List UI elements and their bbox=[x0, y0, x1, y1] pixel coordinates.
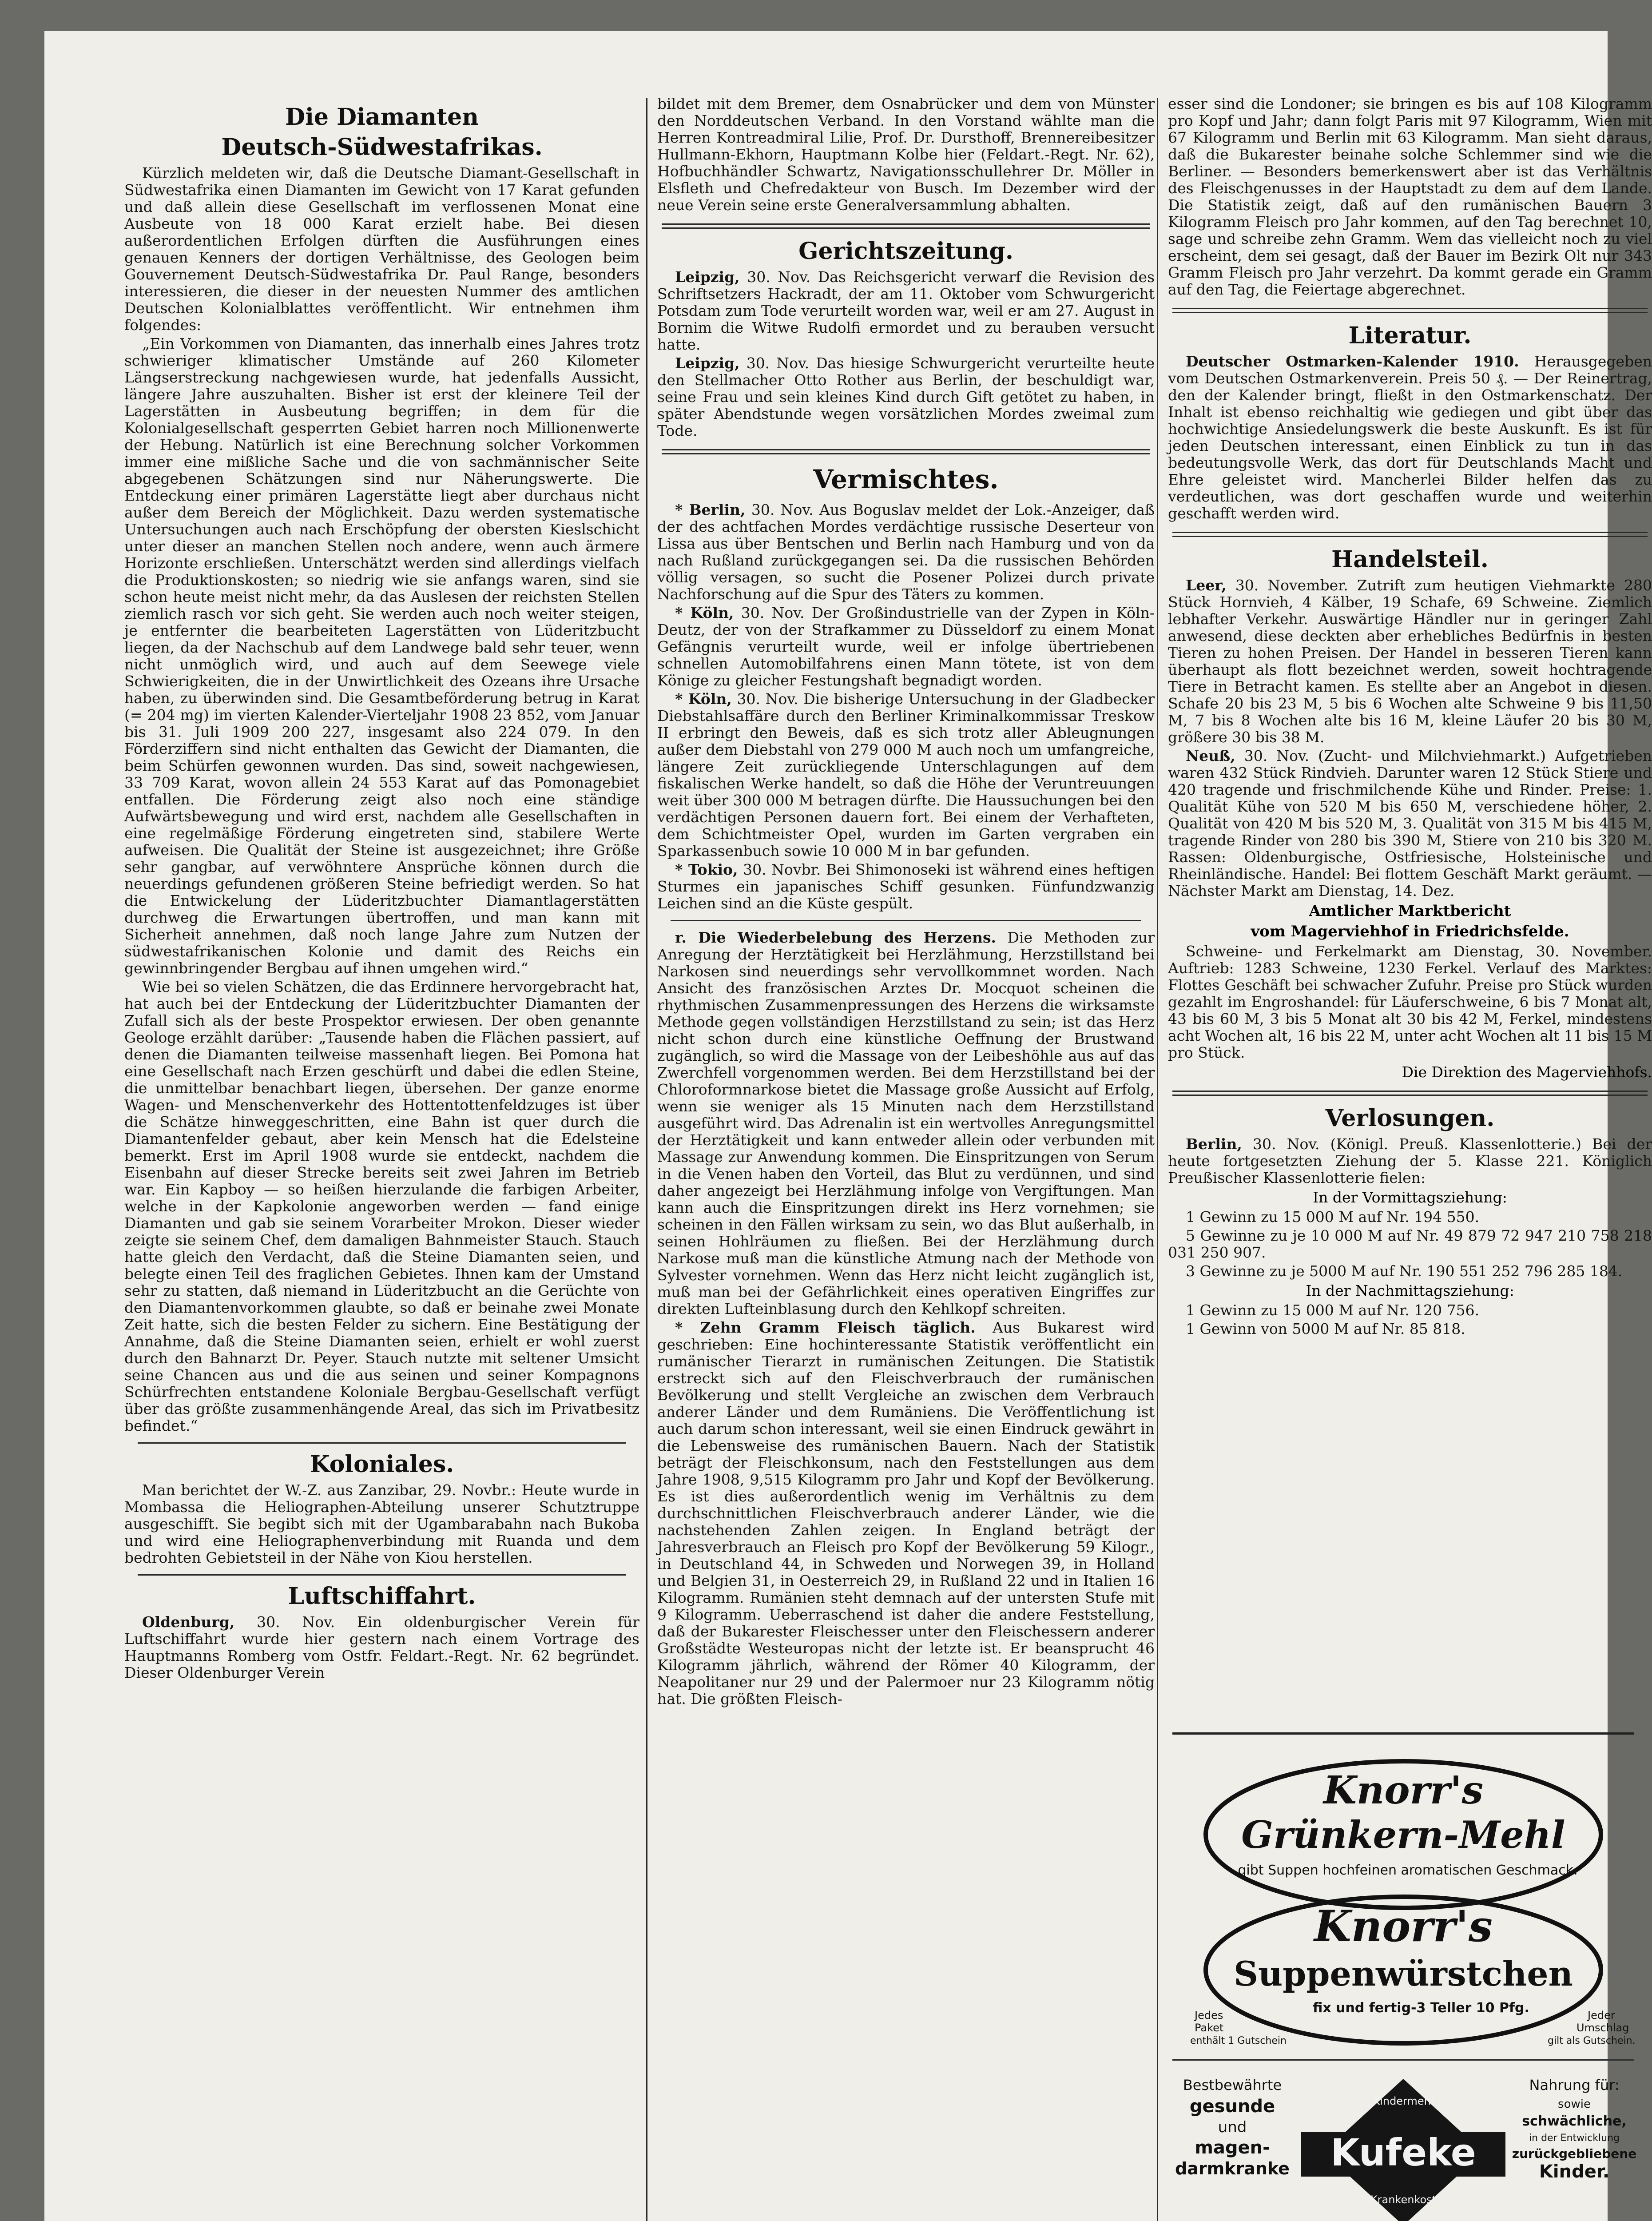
kufeke-right-2: sowie bbox=[1558, 2098, 1591, 2111]
signature: Die Direktion des Magerviehhofs. bbox=[1402, 1063, 1652, 1081]
dateline: Neuß, bbox=[1186, 747, 1235, 764]
dateline: Leipzig, bbox=[675, 268, 740, 286]
dateline: Leer, bbox=[1186, 577, 1227, 594]
column-rule bbox=[1157, 98, 1158, 2221]
dateline: Oldenburg, bbox=[142, 1613, 235, 1631]
kufeke-left-3: und bbox=[1218, 2118, 1247, 2136]
newspaper-page bbox=[44, 31, 1652, 2221]
kufeke-left-1: Bestbewährte bbox=[1183, 2077, 1282, 2094]
article-paragraph bbox=[657, 1319, 1155, 1708]
section-divider bbox=[671, 920, 1141, 921]
article-text: Aus Bukarest wird geschrieben: Eine hochinteressante Statistik veröffentlicht ein rumänischer Tierarzt in rumänischen Zeitungen. Die Statistik erstreckt sich auf den Fleischverbrauch der rumänischen Bevölkerung und stellt Vergleiche an zwischen dem Verbrauch anderer Länder und dem Rumäniens. Die Veröffentlichung ist auch darum schon interessant, weil sie einen Eindruck gewährt in die Lebensweise des rumänischen Bauern. Nach der Statistik beträgt der Fleischkonsum, nach den Feststellungen aus dem Jahre 1908, 9,515 Kilogramm pro Jahr und Kopf der Bevölkerung. Es ist dies außerordentlich wenig im Verhältnis zu dem durchschnittlichen Fleischverbrauch anderer Länder, wie die nachstehenden Zahlen zeigen. In England beträgt der Jahresverbrauch an Fleisch pro Kopf der Bevölkerung 59 Kilogr., in Deutschland 44, in Schweden und Norwegen 39, in Holland und Belgien 31, in Oesterreich 29, in Rußland 22 und in Italien 16 Kilogramm. Rumänien steht demnach auf der untersten Stufe mit 9 Kilogramm. Ueberraschend ist daher die andere Feststellung, daß der Bukarester Fleischesser unter den Fleischessern anderer Großstädte Westeuropas nicht der letzte ist. Er beansprucht 46 Kilogramm jährlich, während der Römer 40 Kilogramm, der Neapolitaner nur 29 und der Palermoer nur 23 Kilogramm nötig hat. Die größten Fleisch- bbox=[657, 1319, 1155, 1708]
knorr-note-right-1: Jeder bbox=[1588, 2009, 1615, 2022]
dateline: Leipzig, bbox=[675, 354, 740, 372]
knorr-note-right-2: Umschlag bbox=[1577, 2022, 1629, 2034]
headline-diamanten-2: Deutsch-Südwestafrikas. bbox=[221, 134, 543, 161]
headline-vermischtes: Vermischtes. bbox=[813, 464, 999, 494]
column-2 bbox=[657, 96, 1155, 2221]
section-divider bbox=[138, 1442, 626, 1444]
kufeke-right-6: Kinder. bbox=[1539, 2161, 1610, 2182]
knorr-product-2: Suppenwürstchen bbox=[1234, 1954, 1573, 1994]
kufeke-right-5: zurückgebliebene bbox=[1512, 2146, 1637, 2161]
article-title: r. Die Wiederbelebung des Herzens. bbox=[675, 929, 997, 946]
knorr-note-left-3: enthält 1 Gutschein bbox=[1190, 2035, 1287, 2046]
kufeke-left-5: darmkranke bbox=[1175, 2159, 1290, 2178]
article-paragraph bbox=[1168, 748, 1652, 900]
dateline: * Tokio, bbox=[675, 861, 738, 878]
article-paragraph bbox=[1168, 1136, 1652, 1186]
kufeke-top-label: Kindermehl bbox=[1373, 2095, 1434, 2107]
column-1 bbox=[124, 96, 639, 2221]
knorr-slogan-1: gibt Suppen hochfeinen aromatischen Geschmack. bbox=[1238, 1863, 1578, 1878]
column-3 bbox=[1168, 96, 1652, 1730]
lottery-subheading: In der Nachmittagsziehung: bbox=[1306, 1282, 1514, 1299]
knorr-brand-1: Knorr's bbox=[1323, 1768, 1483, 1813]
article-text: 30. Nov. Das hiesige Schwurgericht verurteilte heute den Stellmacher Otto Rother aus Berlin, der beschuldigt war, seine Frau und sein kleines Kind durch Gift getötet zu haben, in später Abendstunde wegen vorsätzlichen Mordes zweimal zum Tode. bbox=[657, 354, 1155, 439]
headline-literatur: Literatur. bbox=[1348, 322, 1472, 349]
article-text: 30. Nov. Das Reichsgericht verwarf die Revision des Schriftsetzers Hackradt, der am 11. Oktober vom Schwurgericht Potsdam zum Tode verurteilt worden war, weil er am 27. August in Bornim die Witwe Rudolfi ermordet und zu berauben versucht hatte. bbox=[657, 268, 1155, 353]
article-paragraph: Schweine- und Ferkelmarkt am Dienstag, 30. November. Auftrieb: 1283 Schweine, 1230 Ferkel. Verlauf des Marktes: Flottes Geschäft bei schwacher Zufuhr. Preise pro Stück wurden gezahlt im Engroshandel: für Läuferschweine, 6 bis 7 Monat alt, 43 bis 60 M, 3 bis 5 Monat alt 30 bis 42 M, Ferkel, mindestens acht Wochen alt, 16 bis 22 M, unter acht Wochen alt 11 bis 15 M pro Stück. bbox=[1168, 943, 1652, 1061]
article-paragraph bbox=[657, 691, 1155, 860]
section-divider bbox=[1172, 308, 1648, 313]
article-paragraph bbox=[1168, 577, 1652, 746]
knorr-note-right-3: gilt als Gutschein. bbox=[1548, 2035, 1636, 2046]
knorr-slogan-2: fix und fertig-3 Teller 10 Pfg. bbox=[1313, 2000, 1529, 2016]
article-paragraph: „Ein Vorkommen von Diamanten, das innerhalb eines Jahres trotz schwieriger klimatischer Umstände auf 260 Kilometer Längserstreckung nachgewiesen wurde, hat jedenfalls Aussicht, längere Jahre auszuhalten. Bisher ist erst der kleinere Teil der Lagerstätten in Ausbeutung begriffen; in dem für die Kolonialgesellschaft gesperrten Gebiet harren noch Millionenwerte der Hebung. Natürlich ist eine Berechnung solcher Vorkommen immer eine mißliche Sache und die von sachmännischer Seite abgegebenen Schätzungen sind nur Näherungswerte. Die Entdeckung einer primären Lagerstätte liegt aber durchaus nicht außer dem Bereich der Möglichkeit. Dazu werden systematische Untersuchungen auch nach Erschöpfung der obersten Kieslschicht unter dieser an manchen Stellen noch andere, wenn auch ärmere Horizonte erschließen. Unterschätzt werden sind allerdings vielfach die Produktionskosten; so niedrig wie sie anfangs waren, sind sie schon heute meist nicht mehr, da das Auslesen der reichsten Stellen ziemlich rasch vor sich geht. Sie werden auch noch weiter steigen, je entfernter die bearbeiteten Lagerstätten von Lüderitzbucht liegen, da der Nachschub auf dem Landwege bald sehr teuer, wenn nicht unmöglich wird, und auch auf dem Seewege viele Schwierigkeiten, die in der Unwirtlichkeit des Ozeans ihre Ursache haben, zu überwinden sind. Die Gesamtbeförderung betrug in Karat (= 204 mg) im vierten Kalender-Vierteljahr 1908 23 852, vom Januar bis 31. Juli 1909 200 227, insgesamt also 224 079. In den Förderziffern sind nicht enthalten das Gewicht der Diamanten, die beim Schürfen gewonnen wurden. Das sind, soweit nachgewiesen, 33 709 Karat, wovon allein 24 553 Karat auf das Pomonagebiet entfallen. Die Förderung zeigt also noch eine ständige Aufwärtsbewegung und wird erst, nachdem alle Gesellschaften in eine regelmäßige Förderung eingetreten sind, stabilere Werte aufweisen. Die Qualität der Steine ist ausgezeichnet; ihre Größe sehr gangbar, auf verwöhntere Ansprüche können durch die neuerdings gefundenen größeren Steine befriedigt werden. So hat die Entwickelung der Lüderitzbuchter Diamantlagerstätten durchweg die Erwartungen übertroffen, und man kann mit Sicherheit annehmen, daß noch lange Jahre zum Nutzen der südwestafrikanischen Kolonie und damit des Reichs ein gewinnbringender Bergbau auf ihnen umgehen wird.“ bbox=[124, 335, 639, 977]
section-divider bbox=[1172, 1091, 1648, 1096]
article-paragraph: Man berichtet der W.-Z. aus Zanzibar, 29. Novbr.: Heute wurde in Mombassa die Heliographen-Abteilung unserer Schutztruppe ausgeschifft. Sie begibt sich mit der Ugambarabahn nach Bukoba und wird eine Heliographenverbindung mit Ruanda und dem bedrohten Gebietsteil in der Nähe von Kiou herstellen. bbox=[124, 1481, 639, 1566]
article-text: Die Methoden zur Anregung der Herztätigkeit bei Herzlähmung, Herzstillstand bei Narkosen sind neuerdings sehr vervollkommnet worden. Nach Ansicht des französischen Arztes Dr. Mocquot scheinen die rhythmischen Zusammenpressungen des Herzens die wirksamste Methode gegen vollständigen Herzstillstand zu sein; ist das Herz nicht schon durch eine künstliche Oeffnung der Brustwand zugänglich, so wird die Massage von der Leibeshöhle aus auf das Zwerchfell vorgenommen werden. Bei dem Herzstillstand bei der Chloroformnarkose bietet die Massage große Aussicht auf Erfolg, wenn sie weniger als 15 Minuten nach dem Herzstillstand ausgeführt wird. Das Adrenalin ist ein wertvolles Anregungsmittel der Herztätigkeit und kann entweder allein oder verbunden mit Massage zur Anwendung kommen. Die Einspritzungen von Serum in die Venen haben den Vorteil, das Blut zu verdünnen, und sind daher angezeigt bei Herzlähmung infolge von Vergiftungen. Man kann auch die Einspritzungen direkt ins Herz vornehmen; sie scheinen in den Fällen wirksam zu sein, wo das Blut außerhalb, in seinen Hohlräumen zu fließen. Bei der Herzlähmung durch Narkose muß man die künstliche Atmung nach der Methode von Sylvester vornehmen. Wenn das Herz nicht leicht zugänglich ist, muß man bei der Gefährlichkeit eines operativen Eingriffes zur direkten Lufteinblasung durch den Kehlkopf schreiten. bbox=[657, 929, 1155, 1317]
headline-verlosungen: Verlosungen. bbox=[1325, 1105, 1495, 1132]
kufeke-brand: Kufeke bbox=[1330, 2131, 1476, 2174]
kufeke-left-4: magen- bbox=[1195, 2137, 1270, 2158]
article-text: 30. Nov. Ein oldenburgischer Verein für Luftschiffahrt wurde hier gestern nach einem Vortrage des Hauptmanns Romberg vom Ostfr. Feldart.-Regt. Nr. 62 begründet. Dieser Oldenburger Verein bbox=[124, 1613, 639, 1681]
market-report-title: Amtlicher Marktbericht bbox=[1309, 902, 1511, 920]
knorr-product-1: Grünkern-Mehl bbox=[1241, 1813, 1565, 1857]
knorr-brand-2: Knorr's bbox=[1314, 1901, 1493, 1951]
dateline: * Berlin, bbox=[675, 501, 746, 518]
advertisement-area bbox=[1172, 1732, 1637, 2221]
kufeke-left-2: gesunde bbox=[1189, 2096, 1275, 2117]
section-divider bbox=[662, 449, 1150, 454]
article-paragraph bbox=[657, 269, 1155, 353]
headline-handelsteil: Handelsteil. bbox=[1331, 546, 1489, 573]
article-paragraph bbox=[657, 861, 1155, 912]
kufeke-right-4: in der Entwicklung bbox=[1529, 2133, 1620, 2144]
section-divider bbox=[662, 223, 1150, 229]
article-paragraph bbox=[1168, 353, 1652, 522]
article-text: 30. November. Zutrift zum heutigen Viehmarkte 280 Stück Hornvieh, 4 Kälber, 19 Schafe, 69 Schweine. Ziemlich lebhafter Verkehr. Auswärtige Händler nur in geringer Zahl anwesend, diese deckten aber erhebliches Bedürfnis in besten Tieren zu hohen Preisen. Der Handel in besseren Tieren kann überhaupt als flott bezeichnet werden, soweit hochtragende Tiere in Betracht kamen. Es stellte aber an Angebot in diesen. Schafe 20 bis 23 M, 5 bis 6 Wochen alte Schweine 9 bis 11,50 M, 7 bis 8 Wochen alte bis 16 M, kleine Läufer 20 bis 30 M, größere 30 bis 38 M. bbox=[1168, 577, 1652, 746]
dateline: Berlin, bbox=[1186, 1135, 1242, 1153]
article-paragraph bbox=[657, 929, 1155, 1317]
advertisement-graphics bbox=[1172, 1732, 1637, 2221]
kufeke-bottom-label: Krankenkost bbox=[1370, 2193, 1437, 2206]
article-paragraph: Wie bei so vielen Schätzen, die das Erdinnere hervorgebracht hat, hat auch bei der Entdeckung der Lüderitzbuchter Diamanten der Zufall sich als der beste Prospektor erwiesen. Der oben genannte Geologe erzählt darüber: „Tausende haben die Flächen passiert, auf denen die Diamanten teilweise massenhaft liegen. Bei Pomona hat eine Gesellschaft nach Erzen geschürft und dabei die edlen Steine, die unmittelbar benachbart liegen, übersehen. Der ganze enorme Wagen- und Menschenverkehr des Hottentottenfeldzuges ist über die Schätze hinweggeschritten, eine Bahn ist quer durch die Diamantenfelder gebaut, aber kein Mensch hat die Edelsteine bemerkt. Erst im April 1908 wurde sie entdeckt, nachdem die Eisenbahn auf dieser Strecke bereits seit zwei Jahren im Betrieb war. Ein Kapboy — so heißen hierzulande die farbigen Arbeiter, welche in der Kapkolonie angeworben werden — fand einige Diamanten und gab sie seinem Vorarbeiter Mrokon. Dieser wieder zeigte sie seinem Chef, dem damaligen Bahnmeister Stauch. Stauch hatte gleich den Verdacht, daß die Steine Diamanten seien, und belegte einen Teil des fraglichen Gebietes. Ihnen kam der Umstand sehr zu statten, daß niemand in Lüderitzbucht an die Gerüchte von den Diamantenvorkommen glaubte, so daß er beinahe zwei Monate Zeit hatte, sich die besten Felder zu sichern. Eine Bestätigung der Annahme, daß die Steine Diamanten seien, erhielt er wohl zuerst durch den Bahnarzt Dr. Peyer. Stauch nutzte mit seltener Umsicht seine Chancen aus und die aus seinen und seiner Kompagnons Schürfrechten entstandene Koloniale Bergbau-Gesellschaft verfügt über das größte zusammenhängende Areal, das sich im Privatbesitz befindet.“ bbox=[124, 978, 639, 1434]
article-paragraph: Kürzlich meldeten wir, daß die Deutsche Diamant-Gesellschaft in Südwestafrika einen Diamanten im Gewicht von 17 Karat gefunden und daß allein diese Gesellschaft im verflossenen Monat eine Ausbeute von 18 000 Karat erzielt habe. Bei diesen außerordentlichen Erfolgen dürften die Ausführungen eines genauen Kenners der dortigen Verhältnisse, des Geologen beim Gouvernement Deutsch-Südwestafrika Dr. Paul Range, besonders interessieren, die dieser in der neuesten Nummer des amtlichen Deutschen Kolonialblattes veröffentlicht. Wir entnehmen ihm folgendes: bbox=[124, 164, 639, 334]
dateline: * Köln, bbox=[675, 604, 734, 621]
knorr-note-left-1: Jedes bbox=[1195, 2009, 1223, 2022]
lottery-result: 1 Gewinn zu 15 000 M auf Nr. 120 756. bbox=[1186, 1302, 1480, 1319]
headline-koloniales: Koloniales. bbox=[310, 1451, 454, 1478]
ad-divider bbox=[1172, 2059, 1634, 2061]
knorr-note-left-2: Paket bbox=[1195, 2022, 1224, 2034]
kufeke-right-3: schwächliche, bbox=[1522, 2114, 1627, 2129]
article-text: 30. Nov. Die bisherige Untersuchung in der Gladbecker Diebstahlsaffäre durch den Berliner Kriminalkommissar Treskow II erbringt den Beweis, daß es sich trotz aller Ableugnungen außer dem Diebstahl von 279 000 M auch noch um umfangreiche, längere Zeit zurückliegende Unterschlagungen auf dem fiskalischen Werke handelt, so daß die Höhe der Veruntreuungen weit über 300 000 M betragen dürfte. Die Haussuchungen bei den verdächtigen Personen dauern fort. Bei einem der Verhafteten, dem Schichtmeister Opel, wurden im Garten vergraben ein Sparkassenbuch sowie 10 000 M in bar gefunden. bbox=[657, 690, 1155, 860]
article-paragraph bbox=[657, 502, 1155, 603]
lottery-result: 5 Gewinne zu je 10 000 M auf Nr. 49 879 72 947 210 758 218 031 250 907. bbox=[1168, 1227, 1652, 1261]
article-paragraph: esser sind die Londoner; sie bringen es bis auf 108 Kilogramm pro Kopf und Jahr; dann folgt Paris mit 97 Kilogramm, Wien mit 67 Kilogramm und Berlin mit 63 Kilogramm. Man sieht daraus, daß die Bukarester beinahe solche Schlemmer sind wie die Berliner. — Besonders bemerkenswert aber ist das Verhältnis des Fleischgenusses in der Hauptstadt zu dem auf dem Lande. Die Statistik zeigt, daß auf den rumänischen Bauern 3 Kilogramm Fleisch pro Jahr kommen, auf den Tag berechnet 10, sage und schreibe zehn Gramm. Wem das vielleicht noch zu viel erscheint, dem sei gesagt, daß der Bauer im Bezirk Olt nur 343 Gramm Fleisch pro Jahr verzehrt. Da kommt gerade ein Gramm auf den Tag, die Feiertage abgerechnet. bbox=[1168, 95, 1652, 298]
headline-gerichtszeitung: Gerichtszeitung. bbox=[798, 238, 1013, 265]
article-title: * Zehn Gramm Fleisch täglich. bbox=[675, 1319, 976, 1336]
lottery-result: 1 Gewinn zu 15 000 M auf Nr. 194 550. bbox=[1186, 1208, 1480, 1226]
article-text: 30. Nov. (Zucht- und Milchviehmarkt.) Aufgetrieben waren 432 Stück Rindvieh. Darunter waren 12 Stück Stiere und 420 tragende und frischmilchende Kühe und Rinder. Preise: 1. Qualität Kühe von 520 M bis 650 M, verschiedene höher, 2. Qualität von 420 M bis 520 M, 3. Qualität von 315 M bis 415 M, tragende Rinder von 280 bis 390 M, Stiere von 210 bis 320 M. Rassen: Oldenburgische, Ostfriesische, Holsteinische und Rheinländische. Handel: Bei flottem Geschäft Markt geräumt. — Nächster Markt am Dienstag, 14. Dez. bbox=[1168, 747, 1652, 900]
article-text: Herausgegeben vom Deutschen Ostmarkenverein. Preis 50 ₰. — Der Reinertrag, den der Kalender bringt, fließt in den Ostmarkenschatz. Der Inhalt ist ebenso reichhaltig wie gediegen und gibt über das hochwichtige Ansiedelungswerk die beste Auskunft. Es ist für jeden Deutschen interessant, einen Einblick zu tun in das bedeutungsvolle Werk, das dort für Deutschlands Macht und Ehre geleistet wird. Mancherlei Bilder helfen das zu verdeutlichen, was dort geschaffen wurde und weiterhin geschafft werden wird. bbox=[1168, 353, 1652, 522]
article-text: 30. Nov. Aus Boguslav meldet der Lok.-Anzeiger, daß der des achtfachen Mordes verdächtige russische Deserteur von Lissa aus über Bentschen und Berlin nach Hamburg und von da nach Rußland zurückgegangen sei. Da die russischen Behörden völlig versagen, so sucht die Posener Polizei durch private Nachforschung auf die Spur des Täters zu kommen. bbox=[657, 501, 1155, 603]
market-report-subtitle: vom Magerviehhof in Friedrichsfelde. bbox=[1251, 923, 1569, 940]
article-paragraph bbox=[657, 355, 1155, 439]
section-divider bbox=[1172, 532, 1648, 537]
dateline: * Köln, bbox=[675, 690, 732, 708]
kufeke-right-1: Nahrung für: bbox=[1529, 2077, 1620, 2094]
lottery-result: 1 Gewinn von 5000 M auf Nr. 85 818. bbox=[1186, 1320, 1465, 1337]
article-title: Deutscher Ostmarken-Kalender 1910. bbox=[1186, 353, 1519, 370]
article-text: 30. Nov. (Königl. Preuß. Klassenlotterie.) Bei der heute fortgesetzten Ziehung der 5. Klasse 221. Königlich Preußischer Klassenlotterie fielen: bbox=[1168, 1135, 1652, 1186]
article-text: 30. Nov. Der Großindustrielle van der Zypen in Köln-Deutz, der von der Strafkammer zu Düsseldorf zu einem Monat Gefängnis verurteilt wurde, weil er infolge übertriebenen schnellen Automobilfahrens einen Mann tötete, ist von dem Könige zu gleicher Festungshaft begnadigt worden. bbox=[657, 604, 1155, 689]
ad-divider-top bbox=[1172, 1732, 1634, 1735]
section-divider bbox=[138, 1574, 626, 1576]
lottery-subheading: In der Vormittagsziehung: bbox=[1313, 1189, 1507, 1206]
lottery-result: 3 Gewinne zu je 5000 M auf Nr. 190 551 252 796 285 184. bbox=[1186, 1262, 1623, 1280]
article-paragraph bbox=[657, 605, 1155, 689]
article-paragraph: bildet mit dem Bremer, dem Osnabrücker und dem von Münster den Norddeutschen Verband. In den Vorstand wählte man die Herren Kontreadmiral Lilie, Prof. Dr. Dursthoff, Brennereibesitzer Hullmann-Ekhorn, Hauptmann Kolbe hier (Feldart.-Regt. Nr. 62), Hofbuchhändler Schwartz, Navigationsschullehrer Dr. Möller in Elsfleth und Chefredakteur von Busch. Im Dezember wird der neue Verein seine erste Generalversammlung abhalten. bbox=[657, 95, 1155, 214]
article-text: 30. Novbr. Bei Shimonoseki ist während eines heftigen Sturmes ein japanisches Schiff gesunken. Fünfundzwanzig Leichen sind an die Küste gespült. bbox=[657, 861, 1155, 912]
headline-luftschiffahrt: Luftschiffahrt. bbox=[288, 1583, 476, 1610]
column-rule bbox=[646, 98, 647, 2221]
article-paragraph bbox=[124, 1614, 639, 1681]
headline-diamanten-1: Die Diamanten bbox=[285, 103, 479, 131]
